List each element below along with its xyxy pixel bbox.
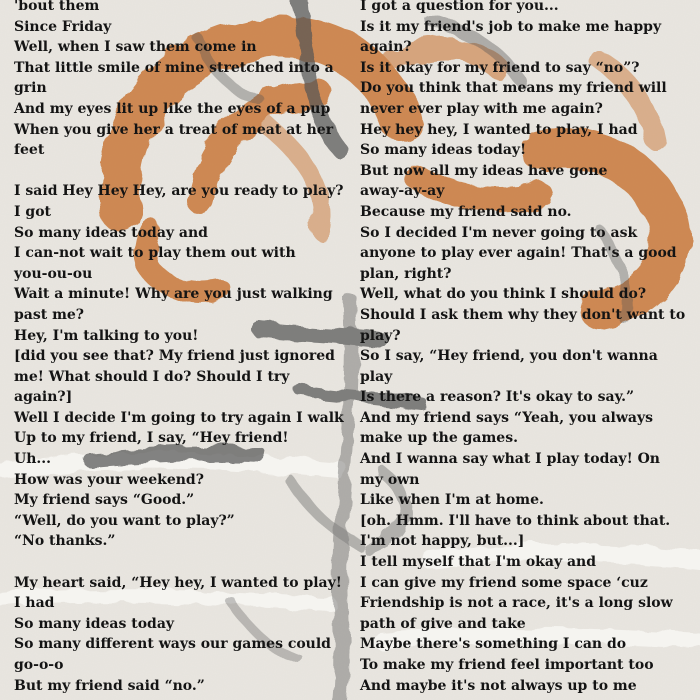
lyric-line: away-ay-ay bbox=[360, 183, 445, 200]
lyric-line: Friendship is not a race, it's a long slow bbox=[360, 595, 673, 612]
lyric-line: So I say, “Hey friend, you don't wanna bbox=[360, 348, 658, 365]
lyric-line: grin bbox=[14, 80, 47, 97]
lyric-line: go-o-o bbox=[14, 657, 64, 673]
lyric-line: play? bbox=[360, 327, 401, 344]
lyric-line: I said Hey Hey Hey, are you ready to play? bbox=[14, 183, 344, 200]
lyric-line: To make my friend feel important too bbox=[360, 657, 654, 673]
lyric-line: So many ideas today! bbox=[360, 142, 527, 159]
lyric-line bbox=[14, 161, 344, 182]
lyric-line: So many ideas today bbox=[14, 615, 175, 632]
lyric-line: [oh. Hmm. I'll have to think about that. bbox=[360, 512, 671, 529]
lyric-line: I can-not wait to play them out with bbox=[14, 245, 296, 262]
lyric-line: I'm not happy, but...] bbox=[360, 533, 525, 550]
lyric-line: you-ou-ou bbox=[14, 265, 93, 282]
lyric-line: past me? bbox=[14, 306, 85, 323]
lyric-line: play bbox=[360, 368, 393, 385]
lyric-line: Is there a reason? It's okay to say.” bbox=[360, 389, 635, 406]
lyric-line: But my friend said “no.” bbox=[14, 677, 205, 694]
lyric-line: Should I ask them why they don't want to bbox=[360, 306, 686, 323]
lyric-line: And I wanna say what I play today! On bbox=[360, 451, 660, 468]
lyric-line: Because my friend said no. bbox=[360, 203, 572, 220]
lyric-line: path of give and take bbox=[360, 615, 526, 632]
lyrics-right-column bbox=[360, 0, 685, 696]
lyric-line: I can give my friend some space ‘cuz bbox=[360, 574, 648, 591]
lyric-line: my own bbox=[360, 471, 420, 488]
lyric-line: My friend says “Good.” bbox=[14, 492, 195, 509]
lyric-line: make up the games. bbox=[360, 430, 518, 447]
lyric-line: Since Friday bbox=[14, 18, 112, 35]
lyric-line: And my eyes lit up like the eyes of a pup bbox=[14, 100, 331, 117]
lyric-line: Wait a minute! Why are you just walking bbox=[14, 286, 333, 303]
lyric-line: Is it okay for my friend to say “no”? bbox=[360, 59, 640, 76]
lyric-line: That little smile of mine stretched into a bbox=[14, 59, 334, 76]
lyric-line: [did you see that? My friend just ignored bbox=[14, 348, 335, 365]
lyric-line: “Well, do you want to play?” bbox=[14, 512, 235, 529]
lyric-line: So I decided I'm never going to ask bbox=[360, 224, 638, 241]
lyric-line: again? bbox=[360, 39, 412, 56]
lyric-line: When you give her a treat of meat at her bbox=[14, 121, 334, 138]
lyric-line: Hey hey hey, I wanted to play, I had bbox=[360, 121, 638, 138]
lyric-line: 'bout them bbox=[14, 0, 100, 14]
lyric-line: Hey, I'm talking to you! bbox=[14, 327, 199, 344]
lyric-line: And my friend says “Yeah, you always bbox=[360, 409, 654, 426]
lyric-line: Like when I'm at home. bbox=[360, 492, 544, 509]
lyric-line: Well I decide I'm going to try again I walk bbox=[14, 409, 344, 426]
lyric-line: “No thanks.” bbox=[14, 533, 116, 550]
lyric-line: I got bbox=[14, 203, 52, 220]
lyric-line: How was your weekend? bbox=[14, 471, 204, 488]
lyric-line: I got a question for you... bbox=[360, 0, 559, 14]
lyric-line: Well, what do you think I should do? bbox=[360, 286, 647, 303]
lyric-line: plan, right? bbox=[360, 265, 452, 282]
lyric-line: I had bbox=[14, 595, 55, 612]
lyric-line: Uh... bbox=[14, 451, 52, 468]
lyric-line: Do you think that means my friend will bbox=[360, 80, 667, 97]
lyric-line: me! What should I do? Should I try bbox=[14, 368, 290, 385]
lyric-line: anyone to play ever again! That's a good bbox=[360, 245, 677, 262]
lyric-line: And maybe it's not always up to me bbox=[360, 677, 637, 694]
lyric-line: never ever play with me again? bbox=[360, 100, 603, 117]
lyric-line: Is it my friend's job to make me happy bbox=[360, 18, 662, 35]
lyrics-left-column bbox=[14, 0, 344, 696]
lyric-line: So many ideas today and bbox=[14, 224, 208, 241]
lyric-line: I tell myself that I'm okay and bbox=[360, 554, 596, 571]
lyric-line: again?] bbox=[14, 389, 73, 406]
lyric-line: My heart said, “Hey hey, I wanted to play! bbox=[14, 574, 342, 591]
lyric-line: But now all my ideas have gone bbox=[360, 162, 608, 179]
lyric-line: Up to my friend, I say, “Hey friend! bbox=[14, 430, 289, 447]
lyric-line: So many different ways our games could bbox=[14, 636, 331, 653]
lyric-line: Maybe there's something I can do bbox=[360, 636, 627, 653]
lyric-line: feet bbox=[14, 142, 45, 159]
lyric-line: Well, when I saw them come in bbox=[14, 39, 257, 56]
lyric-line bbox=[14, 552, 344, 573]
